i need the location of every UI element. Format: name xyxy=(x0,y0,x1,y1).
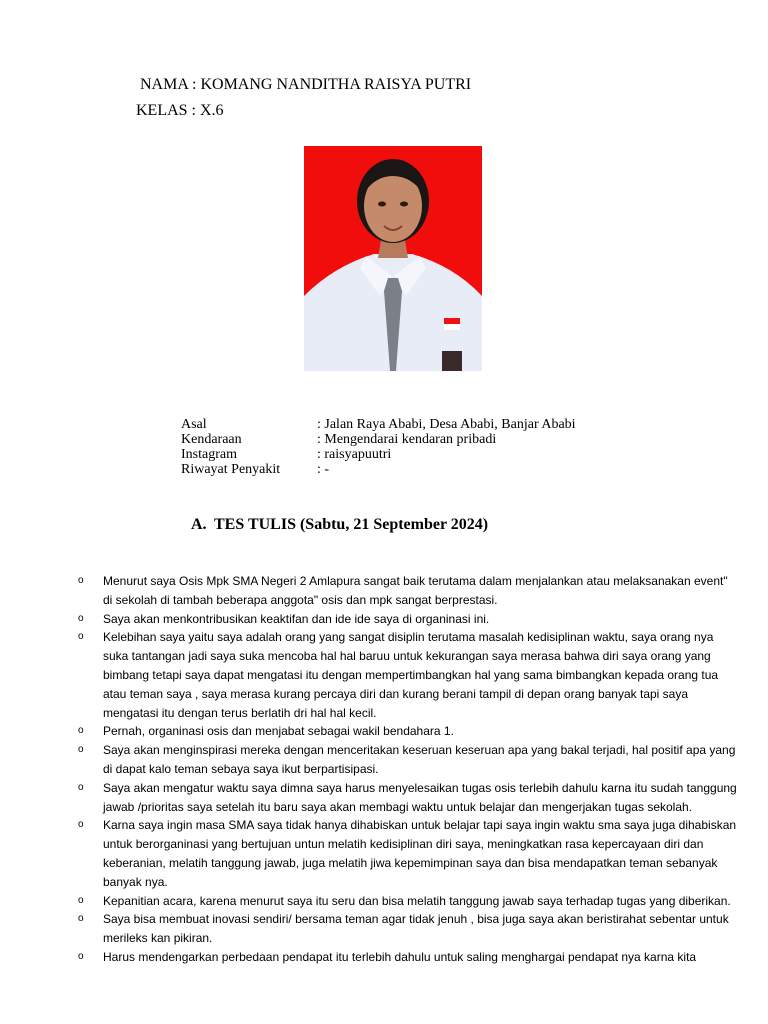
personal-info xyxy=(181,417,576,477)
answer-list xyxy=(78,572,738,967)
list-item xyxy=(78,628,738,722)
bullet-circle: o xyxy=(78,913,84,925)
student-name: NAMA : KOMANG NANDITHA RAISYA PUTRI xyxy=(140,76,472,93)
info-value: : Mengendarai kendaran pribadi xyxy=(317,432,497,447)
answer-text: Saya akan menginspirasi mereka dengan menceritakan keseruan keseruan apa yang bakal terjadi, hal positif apa yang di dapat kalo teman sebaya saya ikut berpartisipasi. xyxy=(103,743,736,776)
answer-text: Karna saya ingin masa SMA saya tidak hanya dihabiskan untuk belajar tapi saya ingin waktu sma saya juga dihabiskan untuk berorganinasi yang bertujuan untun melatih kedisiplinan diri saya, meningkatkan rasa kepercayaan diri dan keberanian, melatih tanggung jawab, juga melatih jiwa kepemimpinan saya dan bisa mendapatkan teman sebanyak banyak nya. xyxy=(103,818,737,889)
answer-text: Saya bisa membuat inovasi sendiri/ bersama teman agar tidak jenuh , bisa juga saya akan beristirahat sebentar untuk merileks kan pikiran. xyxy=(103,912,729,946)
info-value: : - xyxy=(317,462,330,477)
bullet-circle: o xyxy=(78,725,84,737)
section-title: TES TULIS (Sabtu, 21 September 2024) xyxy=(214,516,489,533)
bullet-circle: o xyxy=(78,744,84,756)
list-item xyxy=(78,610,738,629)
list-item xyxy=(78,948,738,967)
bullet-circle: o xyxy=(78,575,84,586)
list-item xyxy=(78,910,738,948)
info-label: Asal xyxy=(181,417,207,432)
info-label: Kendaraan xyxy=(181,432,242,447)
section-letter: A. xyxy=(191,516,207,533)
info-row-kendaraan xyxy=(181,432,576,447)
list-item xyxy=(78,741,738,779)
bullet-circle: o xyxy=(78,894,84,906)
list-item xyxy=(78,572,738,610)
list-item xyxy=(78,722,738,741)
bullet-circle: o xyxy=(78,631,84,643)
list-item xyxy=(78,816,738,891)
bullet-circle: o xyxy=(78,781,84,793)
list-item xyxy=(78,779,738,817)
info-row-instagram xyxy=(181,447,576,462)
info-value: : Jalan Raya Ababi, Desa Ababi, Banjar Ababi xyxy=(317,417,576,432)
student-photo xyxy=(304,146,482,371)
info-label: Riwayat Penyakit xyxy=(181,462,281,477)
student-class: KELAS : X.6 xyxy=(136,102,224,119)
bullet-circle: o xyxy=(78,950,84,962)
bullet-circle: o xyxy=(78,612,84,624)
list-item xyxy=(78,892,738,911)
answer-text: Saya akan menkontribusikan keaktifan dan ide ide saya di organinasi ini. xyxy=(103,611,490,626)
section-heading xyxy=(191,516,488,534)
bullet-circle: o xyxy=(78,819,84,831)
answer-text: Pernah, organinasi osis dan menjabat sebagai wakil bendahara 1. xyxy=(103,724,454,739)
answer-text: Kepanitian acara, karena menurut saya itu seru dan bisa melatih tanggung jawab saya terhadap tugas yang diberikan. xyxy=(103,893,731,908)
info-row-asal xyxy=(181,417,576,432)
answer-text: Kelebihan saya yaitu saya adalah orang yang sangat disiplin terutama masalah kedisiplinan waktu, saya orang nya suka tantangan jadi saya suka mencoba hal hal baruu untuk kekurangan saya merasa bahwa diri saya orang yang bimbang tetapi saya dapat mengatasi itu dengan mempertimbangkan hal yang sama bimbangkan kepada orang tua atau teman saya , saya merasa kurang percaya diri dan kurang berani tampil di depan orang banyak tapi saya mengatasi itu dengan terus berlatih dri hal hal kecil. xyxy=(103,630,719,720)
info-row-riwayat-penyakit xyxy=(181,462,576,477)
answer-text: Harus mendengarkan perbedaan pendapat itu terlebih dahulu untuk saling menghargai pendapat nya karna kita xyxy=(103,949,697,964)
answer-text: Menurut saya Osis Mpk SMA Negeri 2 Amlapura sangat baik terutama dalam menjalankan atau melaksanakan event" di sekolah di tambah beberapa anggota" osis dan mpk sangat berprestasi. xyxy=(103,574,728,607)
info-value: : raisyapuutri xyxy=(317,447,392,462)
info-label: Instagram xyxy=(181,447,237,462)
answer-text: Saya akan mengatur waktu saya dimna saya harus menyelesaikan tugas osis terlebih dahulu karna itu sudah tanggung jawab /prioritas saya setelah itu baru saya akan membagi waktu untuk belajar dan mengerjakan tugas sekolah. xyxy=(103,780,737,814)
